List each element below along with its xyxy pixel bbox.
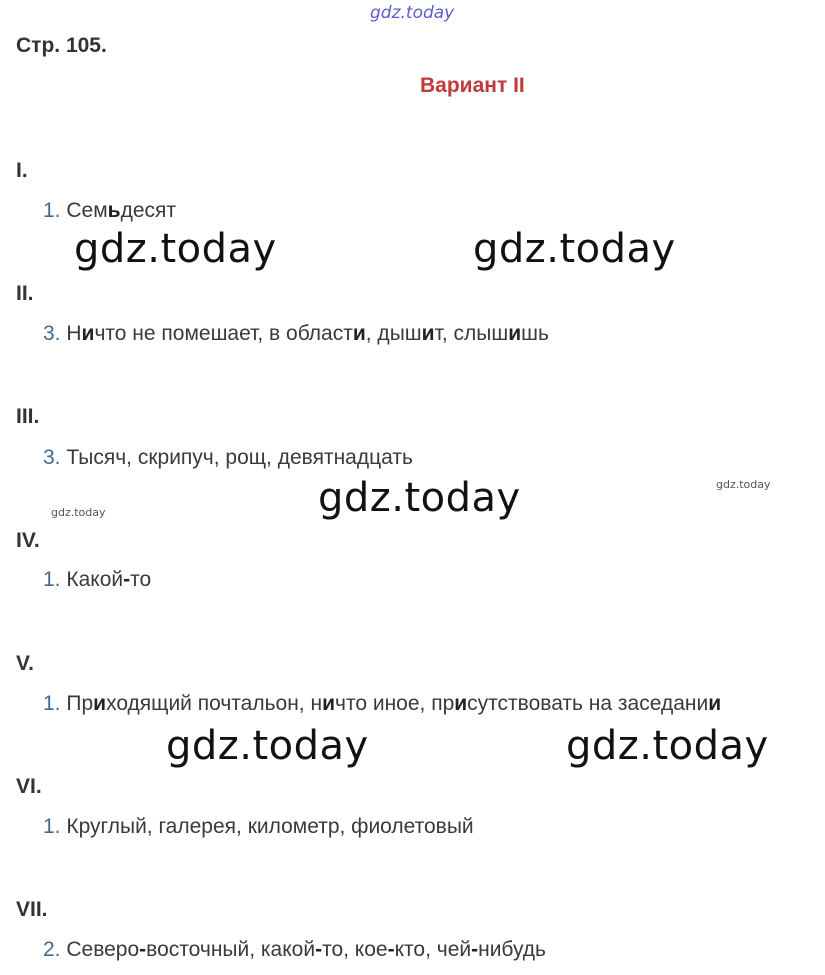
answer-line [43,322,549,346]
section-heading-6: VI. [16,775,42,798]
answer-line [43,815,474,839]
page-title: Стр. 105. [16,34,107,57]
watermark-top: gdz.today [370,3,455,23]
answer-text: Ничто не помешает, в области, дышит, слышишь [66,322,549,345]
section-heading-1: I. [16,159,28,182]
section-heading-3: III. [16,405,40,428]
answer-text: Какой-то [66,568,152,591]
answer-line [43,568,151,592]
answer-text: Приходящий почтальон, ничто иное, присутствовать на заседании [66,692,722,715]
answer-line [43,692,721,716]
answer-number: 3. [43,446,61,469]
answer-number: 3. [43,322,61,345]
watermark: gdz.today [473,226,676,272]
answer-number: 2. [43,938,61,961]
answer-number: 1. [43,199,61,222]
section-heading-5: V. [16,652,34,675]
answer-text: Северо-восточный, какой-то, кое-кто, чей-нибудь [66,938,547,961]
answer-number: 1. [43,568,61,591]
answer-line [43,938,546,962]
answer-line [43,446,413,470]
watermark: gdz.today [566,723,769,769]
watermark: gdz.today [74,226,277,272]
watermark: gdz.today [51,506,106,519]
answer-text: Круглый, галерея, километр, фиолетовый [66,815,474,838]
section-heading-7: VII. [16,898,48,921]
answer-text: Тысяч, скрипуч, рощ, девятнадцать [66,446,413,469]
variant-title: Вариант II [420,74,525,97]
watermark: gdz.today [318,475,521,521]
watermark: gdz.today [166,723,369,769]
answer-number: 1. [43,692,61,715]
answer-line [43,199,176,223]
watermark: gdz.today [716,478,771,491]
section-heading-2: II. [16,282,34,305]
answer-number: 1. [43,815,61,838]
answer-text: Семьдесят [66,199,177,222]
section-heading-4: IV. [16,529,40,552]
